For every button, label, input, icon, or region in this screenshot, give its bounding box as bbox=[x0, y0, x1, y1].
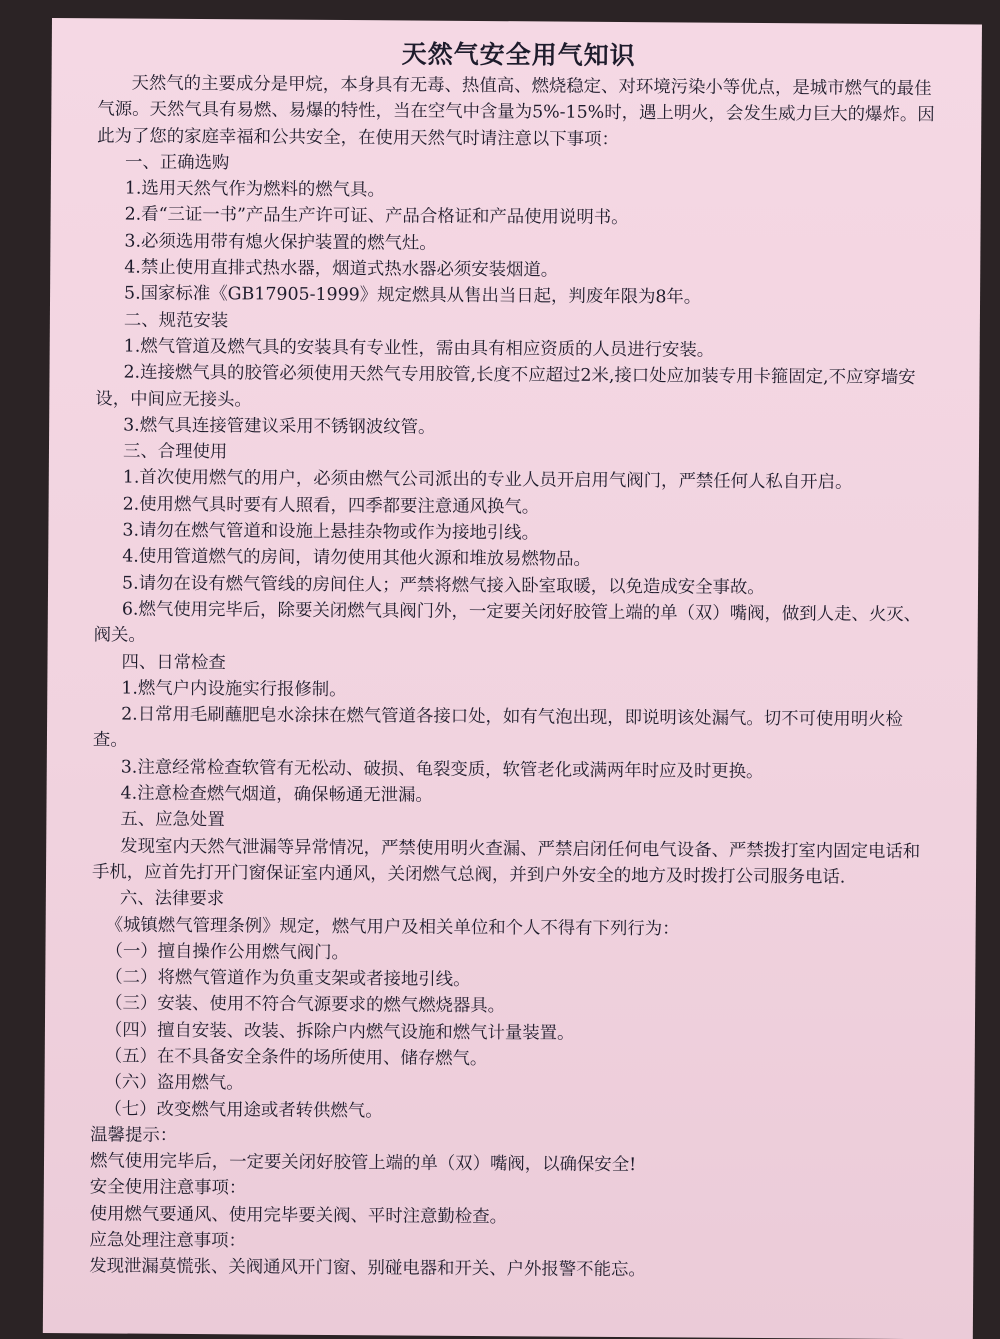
list-item: （六）盗用燃气。 bbox=[104, 1072, 244, 1094]
list-item: （二）将燃气管道作为负重支架或者接地引线。 bbox=[105, 967, 471, 991]
list-item: 3.请勿在燃气管道和设施上悬挂杂物或作为接地引线。 bbox=[122, 520, 540, 544]
list-item: 1.燃气管道及燃气具的安装具有专业性，需由具有相应资质的人员进行安装。 bbox=[123, 336, 715, 361]
section-heading-purchase: 一、正确选购 bbox=[124, 152, 230, 174]
section-heading-emergency: 五、应急处置 bbox=[120, 809, 225, 831]
list-item: 2.使用燃气具时要有人照看，四季都要注意通风换气。 bbox=[122, 494, 540, 518]
legal-lead: 《城镇燃气管理条例》规定，燃气用户及相关单位和个人不得有下列行为： bbox=[105, 914, 680, 939]
list-item: 5.国家标准《GB17905-1999》规定燃具从售出当日起，判废年限为8年。 bbox=[124, 283, 702, 308]
intro-paragraph: 天然气的主要成分是甲烷，本身具有无毒、热值高、燃烧稳定、对环境污染小等优点，是城市燃气的最佳气源。天然气具有易燃、易爆的特性，当在空气中含量为5%-15%时，遇上明火，会发生威力巨大的爆炸。因此为了您的家庭幸福和公共安全，在使用天然气时请注意以下事项： bbox=[97, 73, 935, 150]
list-item: （七）改变燃气用途或者转供燃气。 bbox=[104, 1098, 383, 1121]
tip-text: 发现泄漏莫慌张、关阀通风开门窗、别碰电器和开关、户外报警不能忘。 bbox=[89, 1256, 646, 1281]
list-item: （三）安装、使用不符合气源要求的燃气燃烧器具。 bbox=[105, 993, 506, 1017]
emergency-paragraph: 发现室内天然气泄漏等异常情况，严禁使用明火查漏、严禁启闭任何电气设备、严禁拨打室内固定电话和手机，应首先打开门窗保证室内通风，关闭燃气总阀，并到户外安全的地方及时拨打公司服务电话. bbox=[91, 836, 921, 888]
list-item: （五）在不具备安全条件的场所使用、储存燃气。 bbox=[104, 1046, 488, 1070]
list-item: 1.选用天然气作为燃料的燃气具。 bbox=[124, 178, 385, 201]
list-item: 1.燃气户内设施实行报修制。 bbox=[121, 678, 347, 700]
list-item: 4.使用管道燃气的房间，请勿使用其他火源和堆放易燃物品。 bbox=[122, 546, 592, 571]
list-item: 3.燃气具连接管建议采用不锈钢波纹管。 bbox=[123, 415, 436, 438]
section-heading-inspection: 四、日常检查 bbox=[121, 652, 226, 673]
list-item: 2.日常用毛刷蘸肥皂水涂抹在燃气管道各接口处，如有气泡出现，即说明该处漏气。切不可使用明火检查。 bbox=[92, 704, 903, 751]
list-item: （四）擅自安装、改装、拆除户内燃气设施和燃气计量装置。 bbox=[104, 1020, 575, 1044]
document-title: 天然气安全用气知识 bbox=[401, 39, 636, 71]
list-item: 3.注意经常检查软管有无松动、破损、龟裂变质，软管老化或满两年时应及时更换。 bbox=[120, 757, 764, 782]
tip-text: 使用燃气要通风、使用完毕要关阀、平时注意勤检查。 bbox=[89, 1204, 508, 1227]
list-item: 2.连接燃气具的胶管必须使用天然气专用胶管,长度不应超过2米,接口处应加装专用卡箍固定,不应穿墙安设，中间应无接头。 bbox=[95, 362, 916, 410]
list-item: 6.燃气使用完毕后，除要关闭燃气具阀门外，一定要关闭好胶管上端的单（双）嘴阀，做到人走、火灭、阀关。 bbox=[93, 599, 922, 646]
list-item: （一）擅自操作公用燃气阀门。 bbox=[105, 941, 350, 963]
list-item: 4.注意检查燃气烟道，确保畅通无泄漏。 bbox=[120, 783, 433, 806]
list-item: 5.请勿在设有燃气管线的房间住人；严禁将燃气接入卧室取暖，以免造成安全事故。 bbox=[121, 573, 765, 598]
list-item: 3.必须选用带有熄火保护装置的燃气灶。 bbox=[124, 231, 437, 254]
section-heading-installation: 二、规范安装 bbox=[123, 310, 229, 331]
list-item: 1.首次使用燃气的用户，必须由燃气公司派出的专业人员开启用气阀门，严禁任何人私自开启。 bbox=[122, 467, 853, 494]
list-item: 2.看“三证一书”产品生产许可证、产品合格证和产品使用说明书。 bbox=[124, 204, 629, 229]
document-page bbox=[43, 18, 982, 1339]
tip-text: 燃气使用完毕后，一定要关闭好胶管上端的单（双）嘴阀，以确保安全! bbox=[89, 1151, 637, 1176]
tip-heading-warm: 温馨提示： bbox=[90, 1125, 178, 1146]
tip-heading-safety: 安全使用注意事项： bbox=[89, 1177, 247, 1199]
tip-heading-emergency: 应急处理注意事项： bbox=[89, 1230, 247, 1252]
section-heading-usage: 三、合理使用 bbox=[122, 441, 228, 463]
section-heading-legal: 六、法律要求 bbox=[119, 888, 225, 910]
list-item: 4.禁止使用直排式热水器，烟道式热水器必须安装烟道。 bbox=[124, 257, 559, 281]
